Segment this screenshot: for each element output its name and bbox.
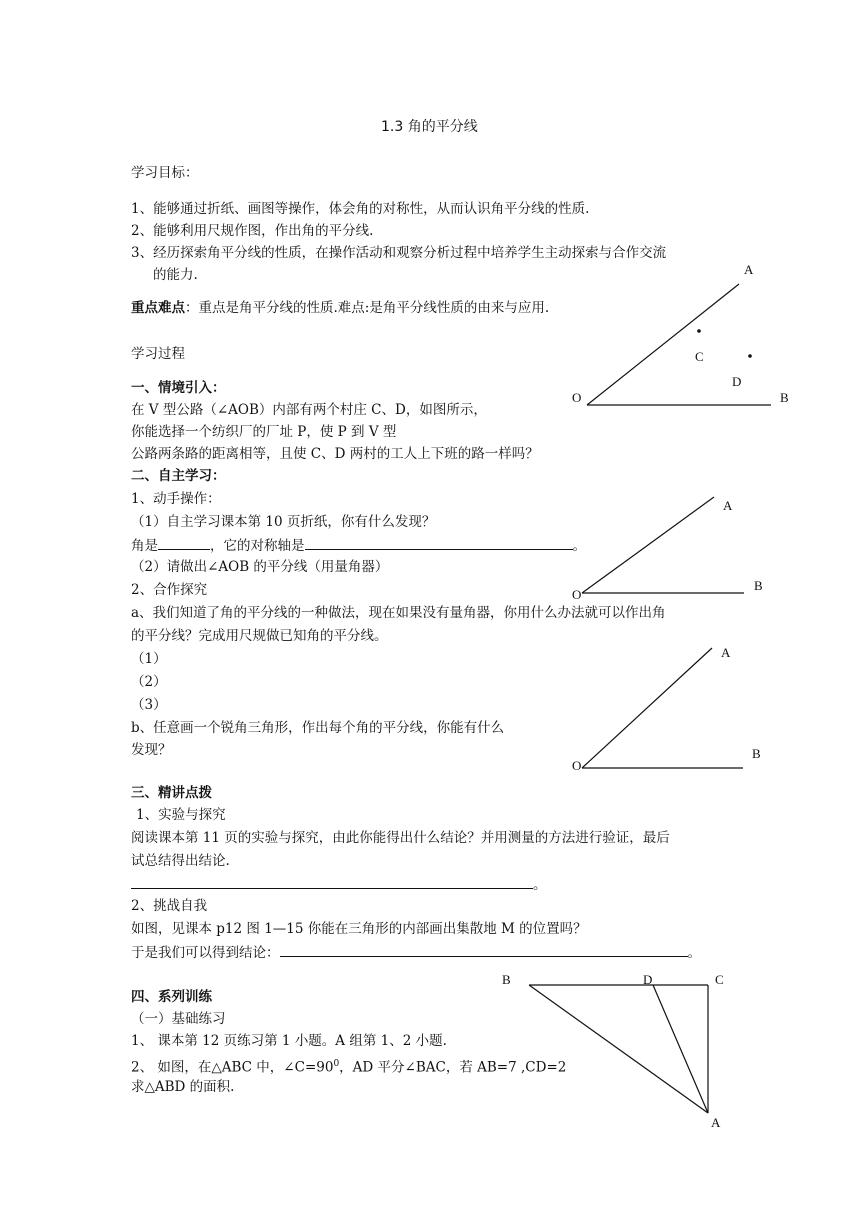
section3-sub1: 1、实验与探究 — [136, 807, 226, 823]
exercise-item-2-a: 2、 如图，在△ABC 中，∠C=90 — [131, 1059, 334, 1076]
section3-heading: 三、精讲点拨 — [131, 785, 212, 801]
section1-heading: 一、情境引入： — [131, 380, 226, 396]
section2-q2: （2）请做出∠AOB 的平分线（用量角器） — [131, 559, 389, 575]
fig1-label-C: C — [695, 349, 704, 364]
section1-line-2: 你能选择一个纺织厂的厂址 P，使 P 到 V 型 — [131, 424, 397, 440]
degree-superscript: 0 — [333, 1059, 340, 1069]
step-1: （1） — [131, 651, 167, 667]
exercise-item-2-line-2: 求△ABD 的面积. — [131, 1079, 235, 1095]
section3-sub2: 2、挑战自我 — [131, 898, 208, 914]
section1-line-3: 公路两条路的距离相等，且使 C、D 两村的工人上下班的路一样吗？ — [131, 446, 539, 462]
section1-line-1: 在 V 型公路（∠AOB）内部有两个村庄 C、D，如图所示， — [131, 402, 487, 418]
section2-b-line-1: b、任意画一个锐角三角形，作出每个角的平分线，你能有什么 — [131, 720, 505, 736]
conclusion-label: 于是我们可以得到结论： — [131, 945, 280, 961]
exercise-item-2-b: ，AD 平分∠BAC，若 AB=7 ,CD=2 — [339, 1059, 567, 1076]
objective-item-1: 1、能够通过折纸、画图等操作，体会角的对称性，从而认识角平分线的性质. — [131, 201, 590, 217]
process-heading: 学习过程 — [131, 346, 185, 362]
section2-heading: 二、自主学习： — [131, 468, 226, 484]
objective-item-2: 2、能够利用尺规作图，作出角的平分线. — [131, 223, 374, 239]
section2-a-line-2: 的平分线？完成用尺规做已知角的平分线。 — [131, 628, 388, 644]
fig2-label-A: A — [723, 498, 733, 513]
fig3-label-A: A — [721, 645, 731, 660]
fig1-label-B: B — [780, 390, 789, 405]
fig4-label-D: D — [643, 972, 653, 987]
fig4-label-A: A — [711, 1115, 721, 1130]
section4-sub: （一）基础练习 — [131, 1011, 226, 1027]
fill-end: 。 — [572, 538, 586, 554]
page-title: 1.3 角的平分线 — [381, 119, 478, 135]
fill-label-a: 角是 — [131, 538, 158, 554]
section3-line-1: 阅读课本第 11 页的实验与探究，由此你能得出什么结论？并用测量的方法进行验证，最后 — [131, 830, 670, 846]
fig4-label-C: C — [715, 972, 724, 987]
fig2-label-B: B — [754, 578, 763, 593]
fill-end-4: 。 — [687, 945, 701, 961]
fig3-label-O: O — [572, 758, 582, 773]
objective-item-3-cont: 的能力. — [153, 267, 198, 283]
key-points-heading: 重点难点 — [131, 300, 185, 316]
step-3: （3） — [131, 697, 167, 713]
objectives-heading: 学习目标： — [131, 165, 199, 181]
section2-q1: （1）自主学习课本第 10 页折纸，你有什么发现？ — [131, 514, 436, 530]
fill-end-3: 。 — [533, 877, 547, 893]
fig1-label-A: A — [744, 262, 754, 277]
key-points-text: ：重点是角平分线的性质.难点:是角平分线性质的由来与应用. — [185, 300, 550, 316]
step-2: （2） — [131, 674, 167, 690]
fill-label-b: ，它的对称轴是 — [210, 538, 305, 554]
fig2-label-O: O — [572, 587, 582, 602]
section3-line-3: 如图，见课本 p12 图 1—15 你能在三角形的内部画出集散地 M 的位置吗？ — [131, 921, 587, 937]
section2-a-line-1: a、我们知道了角的平分线的一种做法，现在如果没有量角器，你用什么办法就可以作出角 — [131, 605, 666, 621]
fig4-label-B: B — [502, 972, 511, 987]
exercise-item-1: 1、 课本第 12 页练习第 1 小题。A 组第 1、2 小题. — [131, 1033, 447, 1049]
section3-line-2: 试总结得出结论. — [131, 853, 230, 869]
section2-b-line-2: 发现？ — [131, 742, 172, 758]
fig3-label-B: B — [752, 746, 761, 761]
section2-sub2: 2、合作探究 — [131, 582, 208, 598]
fig1-label-O: O — [572, 390, 582, 405]
objective-item-3: 3、经历探索角平分线的性质，在操作活动和观察分析过程中培养学生主动探索与合作交流 — [131, 245, 667, 261]
section4-heading: 四、系列训练 — [131, 989, 212, 1005]
section2-sub1: 1、动手操作： — [131, 491, 221, 507]
fig1-label-D: D — [732, 374, 742, 389]
